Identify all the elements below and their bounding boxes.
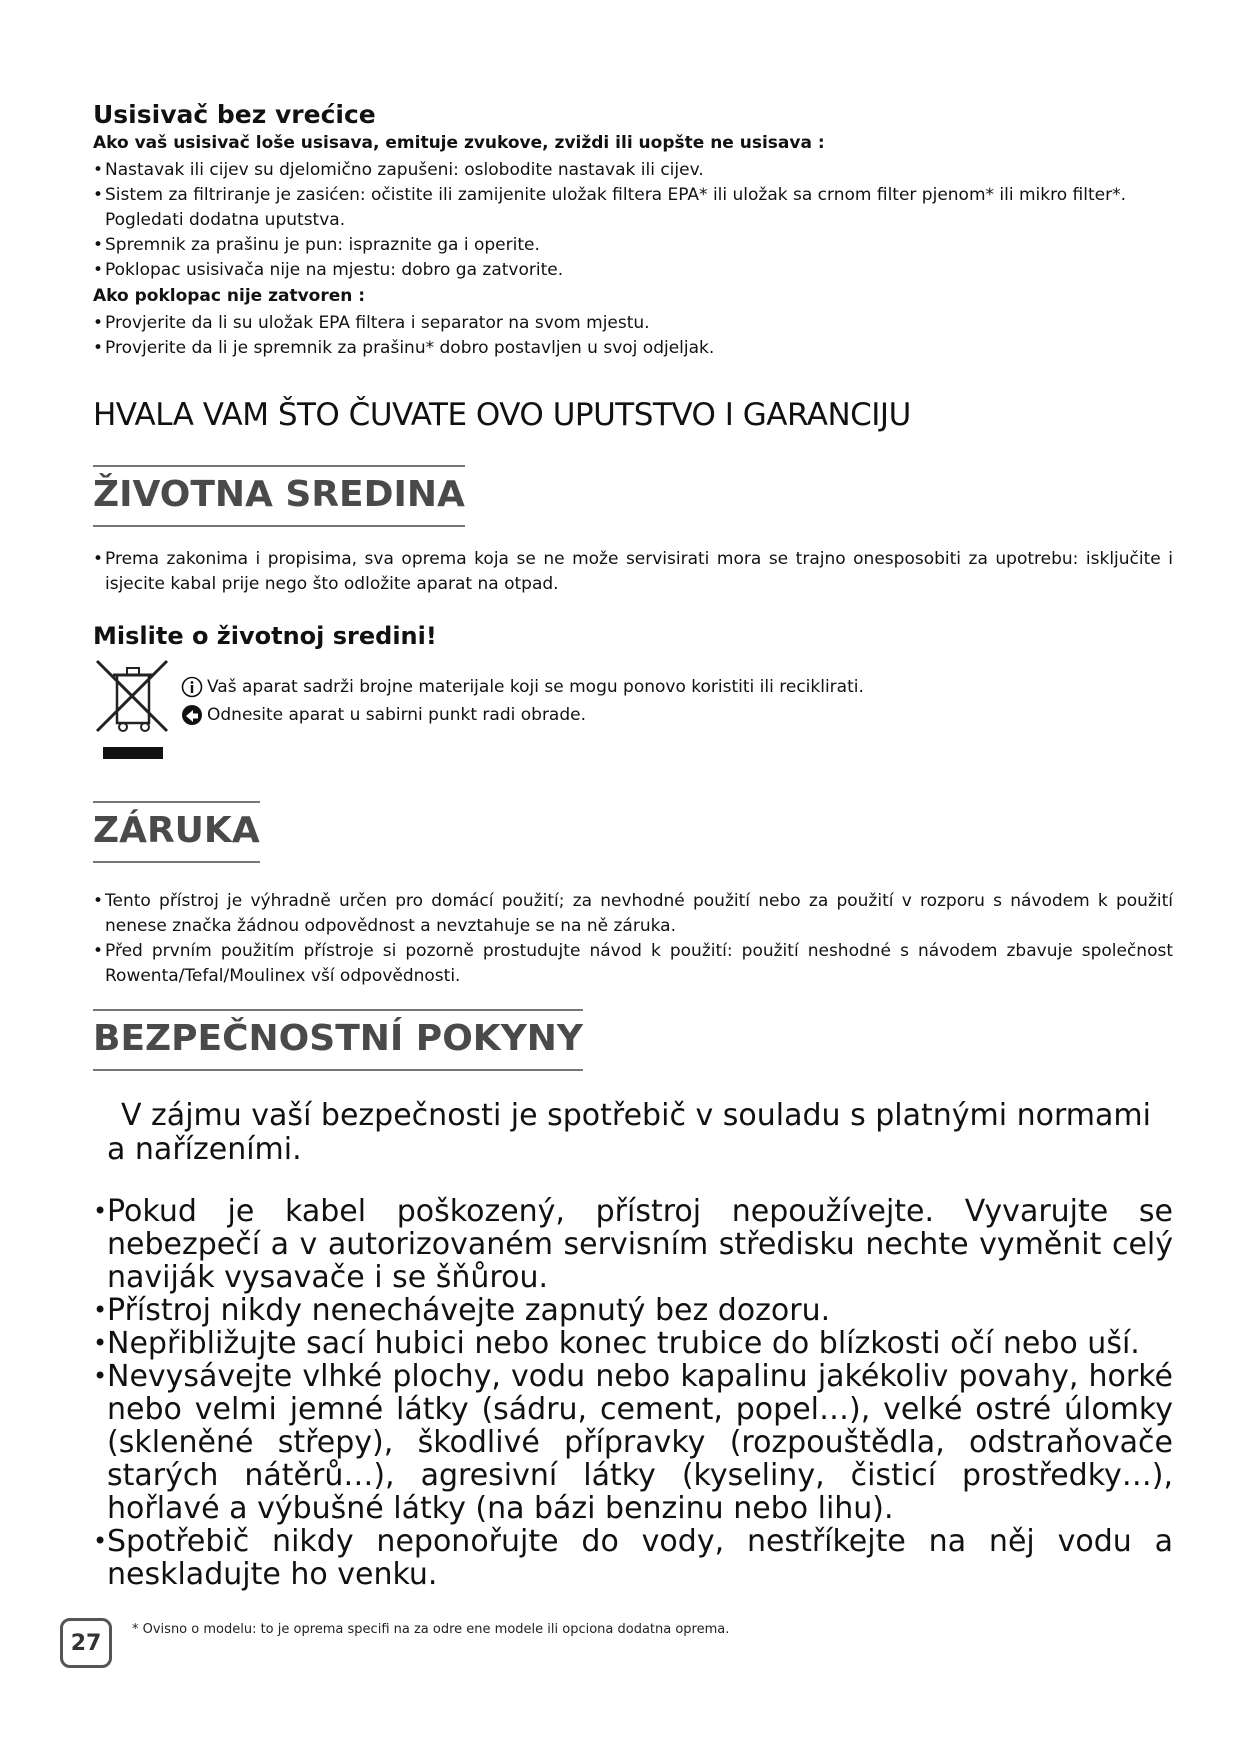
safety-list xyxy=(93,1195,1173,1591)
list-item: • Před prvním použitím přístroje si pozorně prostudujte návod k použití: použití neshodné s návodem zbavuje společnost Rowenta/Tefal/Moulinex vší odpovědnosti. xyxy=(93,939,1173,989)
vacuum-title: Usisivač bez vrećice xyxy=(93,100,376,129)
vacuum-list-1 xyxy=(93,158,1173,283)
recycle-block xyxy=(93,657,1173,767)
list-item: • Provjerite da li je spremnik za prašinu* dobro postavljen u svoj odjeljak. xyxy=(93,336,1173,361)
list-item: • Sistem za filtriranje je zasićen: očistite ili zamijenite uložak filtera EPA* ili uložak sa crnom filter pjenom* ili mikro filter*. Pogledati dodatna uputstva. xyxy=(93,183,1173,233)
environment-list xyxy=(93,547,1173,597)
recycle-line-2-text: Odnesite aparat u sabirni punkt radi obrade. xyxy=(207,705,587,725)
environment-heading: ŽIVOTNA SREDINA xyxy=(93,465,465,527)
warranty-section xyxy=(93,801,1173,989)
list-item: • Provjerite da li su uložak EPA filtera i separator na svom mjestu. xyxy=(93,311,1173,336)
vacuum-subheading-2: Ako poklopac nije zatvoren : xyxy=(93,286,366,306)
list-item: • Poklopac usisivača nije na mjestu: dobro ga zatvorite. xyxy=(93,258,1173,283)
recycle-line-1-text: Vaš aparat sadrži brojne materijale koji se mogu ponovo koristiti ili reciklirati. xyxy=(207,677,864,697)
environment-subheading: Mislite o životnoj sredini! xyxy=(93,622,437,650)
list-item: • Prema zakonima i propisima, sva oprema koja se ne može servisirati mora se trajno onesposobiti za upotrebu: isključite i isjecite kabal prije nego što odložite aparat na otpad. xyxy=(93,547,1173,597)
thanks-line: HVALA VAM ŠTO ČUVATE OVO UPUTSTVO I GARANCIJU xyxy=(93,397,911,433)
vacuum-subheading-1: Ako vaš usisivač loše usisava, emituje zvukove, zviždi ili uopšte ne usisava : xyxy=(93,133,825,153)
list-item: • Pokud je kabel poškozený, přístroj nepoužívejte. Vyvarujte se nebezpečí a v autorizovaném servisním středisku nechte vyměnit celý naviják vysavače i se šňůrou. xyxy=(93,1195,1173,1294)
recycle-line-2 xyxy=(181,701,864,729)
list-item: • Nevysávejte vlhké plochy, vodu nebo kapalinu jakékoliv povahy, horké nebo velmi jemné látky (sádru, cement, popel…), velké ostré úlomky (skleněné střepy), škodlivé přípravky (rozpouštědla, odstraňovače starých nátěrů…), agresivní látky (kyseliny, čisticí prostředky…), hořlavé a výbušné látky (na bázi benzinu nebo lihu). xyxy=(93,1360,1173,1525)
footnote: * Ovisno o modelu: to je oprema specifi na za odre ene modele ili opciona dodatna oprema. xyxy=(132,1622,730,1637)
recycle-text xyxy=(181,673,864,729)
info-icon xyxy=(181,676,203,698)
list-item: • Nastavak ili cijev su djelomično zapušeni: oslobodite nastavak ili cijev. xyxy=(93,158,1173,183)
document-page xyxy=(93,100,1173,1591)
return-arrow-icon xyxy=(181,704,203,726)
warranty-heading: ZÁRUKA xyxy=(93,801,260,863)
vacuum-list-2 xyxy=(93,311,1173,361)
warranty-list xyxy=(93,889,1173,989)
recycle-line-1 xyxy=(181,673,864,701)
safety-intro: V zájmu vaší bezpečnosti je spotřebič v souladu s platnými normami a nařízeními. xyxy=(107,1098,1151,1167)
crossed-bin-icon xyxy=(93,657,173,767)
safety-section xyxy=(93,1009,1173,1591)
page-number: 27 xyxy=(60,1618,112,1668)
list-item: • Přístroj nikdy nenechávejte zapnutý bez dozoru. xyxy=(93,1294,1173,1327)
list-item: • Nepřibližujte sací hubici nebo konec trubice do blízkosti očí nebo uší. xyxy=(93,1327,1173,1360)
list-item: • Tento přístroj je výhradně určen pro domácí použití; za nevhodné použití nebo za použití v rozporu s návodem k použití nenese značka žádnou odpovědnost a nevztahuje se na ně záruka. xyxy=(93,889,1173,939)
environment-section xyxy=(93,465,1173,767)
safety-heading: BEZPEČNOSTNÍ POKYNY xyxy=(93,1009,583,1071)
list-item: • Spotřebič nikdy neponořujte do vody, nestříkejte na něj vodu a neskladujte ho venku. xyxy=(93,1525,1173,1591)
list-item: • Spremnik za prašinu je pun: ispraznite ga i operite. xyxy=(93,233,1173,258)
